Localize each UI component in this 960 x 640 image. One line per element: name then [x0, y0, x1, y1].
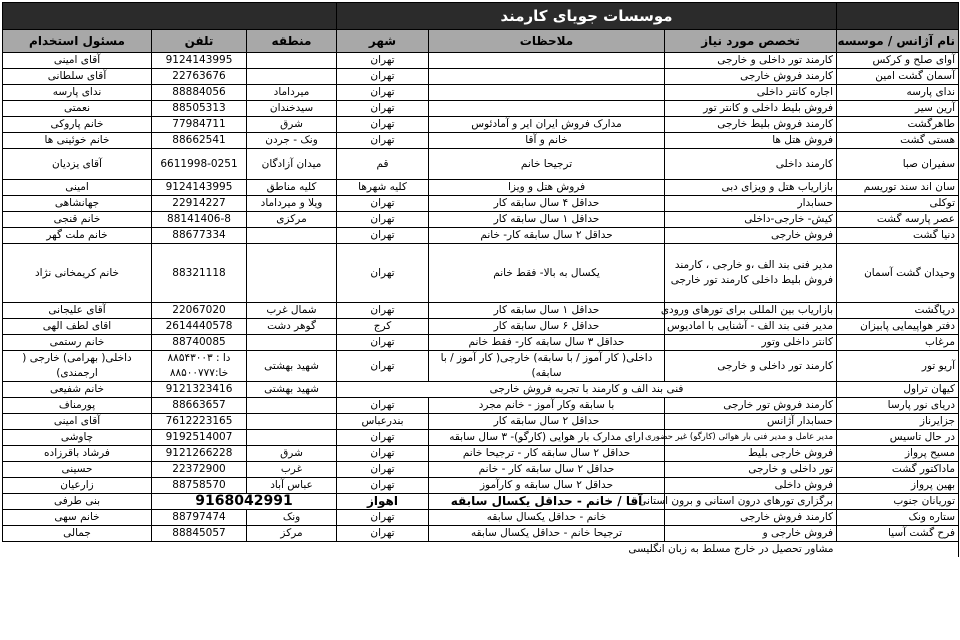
- cell-spec: حسابدار: [665, 196, 837, 212]
- cell-person: آقای امینی: [3, 53, 152, 69]
- cell-person: آقای سلطانی: [3, 69, 152, 85]
- cell-phone: 88758570: [152, 478, 247, 494]
- cell-phone: 88845057: [152, 526, 247, 542]
- cell-name: هستی گشت: [837, 133, 959, 149]
- job-listing-sheet: [2, 2, 958, 557]
- table-row: [3, 430, 959, 446]
- cell-name: آسمان گشت امین: [837, 69, 959, 85]
- cell-city: تهران: [337, 446, 429, 462]
- table-row: [3, 117, 959, 133]
- cell-city: تهران: [337, 69, 429, 85]
- cell-person: چاوشی: [3, 430, 152, 446]
- cell-name: مسیح پرواز: [837, 446, 959, 462]
- cell-person: بنی طرفی: [3, 494, 152, 510]
- cell-person: آقای علیجانی: [3, 303, 152, 319]
- cell-person: اقای لطف الهی: [3, 319, 152, 335]
- cell-notes: حداقل ۲ سال سابقه کار - ترجیحا خانم: [429, 446, 665, 462]
- cell-notes: حداقل ۳ سال سابقه کار- فقط خانم: [429, 335, 665, 351]
- header-city: شهر: [337, 30, 429, 53]
- cell-phone: 22914227: [152, 196, 247, 212]
- cell-spec: مدیر عامل و مدیر فنی بار هوائی (کارگو) غیر حضوری: [665, 430, 837, 446]
- cell-area: مرکز: [247, 526, 337, 542]
- cell-person: خانم شفیعی: [3, 382, 152, 398]
- cell-city: تهران: [337, 478, 429, 494]
- cell-person: پورمناف: [3, 398, 152, 414]
- table-row: [3, 101, 959, 117]
- table-row: [3, 149, 959, 180]
- cell-person: خانم ملت گهر: [3, 228, 152, 244]
- cell-person: آقای امینی: [3, 414, 152, 430]
- cell-phone: 6611998-0251: [152, 149, 247, 180]
- cell-city: تهران: [337, 303, 429, 319]
- cell-person: خانم سهی: [3, 510, 152, 526]
- cell-person: خانم قنجی: [3, 212, 152, 228]
- cell-city: تهران: [337, 53, 429, 69]
- cell-notes: [429, 85, 665, 101]
- table-row: [3, 53, 959, 69]
- table-row: [3, 85, 959, 101]
- cell-area: مرکزی: [247, 212, 337, 228]
- header-row: [3, 30, 959, 53]
- cell-person: نعمتی: [3, 101, 152, 117]
- cell-person: خانم کریمخانی نژاد: [3, 244, 152, 303]
- cell-city: تهران: [337, 133, 429, 149]
- table-row: [3, 478, 959, 494]
- cell-city: اهواز: [337, 494, 429, 510]
- cell-city: کلیه شهرها: [337, 180, 429, 196]
- cell-name: در حال تاسیس: [837, 430, 959, 446]
- cell-notes: ارای مدارک بار هوایی (کارگو)- ۳ سال سابقه: [429, 430, 665, 446]
- table-row: [3, 510, 959, 526]
- table-row: [3, 494, 959, 510]
- cell-spec: کارمند فروش خارجی: [665, 510, 837, 526]
- cell-spec: فروش بلیط داخلی و کانتر تور: [665, 101, 837, 117]
- cell-person: حسینی: [3, 462, 152, 478]
- cell-phone: 9168042991: [152, 494, 337, 510]
- cell-notes: مدارک فروش ایران ایر و آمادئوس: [429, 117, 665, 133]
- agencies-table: [2, 2, 959, 557]
- title-spacer-right: [837, 3, 959, 30]
- cell-name: طاهرگشت: [837, 117, 959, 133]
- cell-name: توریانان جنوب: [837, 494, 959, 510]
- cell-person: خانم رستمی: [3, 335, 152, 351]
- cell-spec: کارمند فروش خارجی: [665, 69, 837, 85]
- cell-notes: حداقل ۱ سال سابقه کار: [429, 303, 665, 319]
- cell-name: ستاره ونک: [837, 510, 959, 526]
- cell-area: ویلا و میرداماد: [247, 196, 337, 212]
- cell-city: تهران: [337, 101, 429, 117]
- cell-person: فرشاد باقرزاده: [3, 446, 152, 462]
- cell-phone: 88677334: [152, 228, 247, 244]
- title-spacer-left: [3, 3, 337, 30]
- cell-notes: حداقل ۲ سال سابقه کار: [429, 414, 665, 430]
- cell-name: سان اند سند توریسم: [837, 180, 959, 196]
- cell-spec: اجاره کانتر داخلی: [665, 85, 837, 101]
- table-row: [3, 462, 959, 478]
- cell-area: کلیه مناطق: [247, 180, 337, 196]
- footer-empty: [3, 542, 429, 558]
- cell-phone: 9192514007: [152, 430, 247, 446]
- cell-phone: دا : ۸۸۵۴۳۰۰۳ خا:۸۸۵۰۰۷۷۷: [152, 351, 247, 382]
- table-row: [3, 180, 959, 196]
- cell-spec: مدیر فنی بند الف ،و خارجی ، کارمند فروش بلیط داخلی کارمند تور خارجی: [665, 244, 837, 303]
- cell-name: توکلی: [837, 196, 959, 212]
- cell-notes: [429, 69, 665, 85]
- cell-name: ماداکتور گشت: [837, 462, 959, 478]
- cell-city: تهران: [337, 510, 429, 526]
- cell-phone: 9121266228: [152, 446, 247, 462]
- cell-spec: کارمند فروش بلیط خارجی: [665, 117, 837, 133]
- table-row: [3, 212, 959, 228]
- cell-phone: 88797474: [152, 510, 247, 526]
- cell-area: عباس آباد: [247, 478, 337, 494]
- cell-spec: کارمند فروش تور خارجی: [665, 398, 837, 414]
- cell-phone: 7612223165: [152, 414, 247, 430]
- cell-notes: حداقل ۱ سال سابقه کار: [429, 212, 665, 228]
- cell-city: بندرعباس: [337, 414, 429, 430]
- cell-city: تهران: [337, 335, 429, 351]
- table-row: [3, 244, 959, 303]
- cell-phone: 88141406-8: [152, 212, 247, 228]
- header-spec: تخصص مورد نیاز: [665, 30, 837, 53]
- cell-city: تهران: [337, 526, 429, 542]
- cell-name: دنیا گشت: [837, 228, 959, 244]
- header-phone: تلفن: [152, 30, 247, 53]
- table-row: [3, 382, 959, 398]
- table-row: [3, 398, 959, 414]
- cell-person: ندای پارسه: [3, 85, 152, 101]
- cell-phone: 88884056: [152, 85, 247, 101]
- cell-area: شمال غرب: [247, 303, 337, 319]
- cell-notes: داخلی( کار آموز / با سابقه) خارجی( کار آموز / با سابقه): [429, 351, 665, 382]
- cell-area: شرق: [247, 446, 337, 462]
- cell-area: [247, 398, 337, 414]
- cell-city: تهران: [337, 244, 429, 303]
- footer-row: [3, 542, 959, 558]
- cell-area: [247, 69, 337, 85]
- cell-spec: کانتر داخلی وتور: [665, 335, 837, 351]
- footer-empty-name: [837, 542, 959, 558]
- cell-spec: تور داخلی و خارجی: [665, 462, 837, 478]
- cell-notes: حداقل ۲ سال سابقه کار - خانم: [429, 462, 665, 478]
- table-row: [3, 133, 959, 149]
- header-person: مسئول استخدام: [3, 30, 152, 53]
- cell-phone: 88740085: [152, 335, 247, 351]
- cell-spec: حسابدار آژانس: [665, 414, 837, 430]
- header-area: منطقه: [247, 30, 337, 53]
- cell-phone: 22372900: [152, 462, 247, 478]
- cell-phone: 9124143995: [152, 53, 247, 69]
- cell-phone: 22067020: [152, 303, 247, 319]
- cell-spec: بازاریاب هتل و ویزای دبی: [665, 180, 837, 196]
- cell-spec: کیش- خارجی-داخلی: [665, 212, 837, 228]
- footer-note: مشاور تحصیل در خارج مسلط به زبان انگلیسی: [628, 543, 834, 555]
- cell-notes: خانم - حداقل یکسال سابقه: [429, 510, 665, 526]
- cell-notes: فنی بند الف و کارمند با تجربه فروش خارجی: [337, 382, 837, 398]
- cell-notes: [429, 53, 665, 69]
- cell-area: [247, 414, 337, 430]
- cell-spec: فروش خارجی بلیط: [665, 446, 837, 462]
- cell-person: خانم خوئینی ها: [3, 133, 152, 149]
- header-notes: ملاحظات: [429, 30, 665, 53]
- cell-notes: ترجیحا خانم - حداقل یکسال سابقه: [429, 526, 665, 542]
- cell-spec: فروش هتل ها: [665, 133, 837, 149]
- title-row: [3, 3, 959, 30]
- cell-city: تهران: [337, 117, 429, 133]
- cell-notes: حداقل ۲ سال سابقه و کارآموز: [429, 478, 665, 494]
- cell-phone: 22763676: [152, 69, 247, 85]
- cell-name: آوای صلح و کرکس: [837, 53, 959, 69]
- cell-area: میرداماد: [247, 85, 337, 101]
- table-row: [3, 228, 959, 244]
- cell-name: دفتر هواپیمایی پابیزان: [837, 319, 959, 335]
- cell-spec: فروش خارجی: [665, 228, 837, 244]
- cell-city: تهران: [337, 85, 429, 101]
- table-row: [3, 351, 959, 382]
- cell-spec: برگزاری تورهای درون استانی و برون استانی: [665, 494, 837, 510]
- cell-notes: حداقل ۶ سال سابقه کار: [429, 319, 665, 335]
- cell-city: تهران: [337, 398, 429, 414]
- cell-area: سیدخندان: [247, 101, 337, 117]
- cell-name: وحیدان گشت آسمان: [837, 244, 959, 303]
- cell-person: خانم پاروکی: [3, 117, 152, 133]
- cell-name: فرح گشت آسیا: [837, 526, 959, 542]
- table-body: [3, 53, 959, 542]
- cell-notes: [429, 101, 665, 117]
- cell-phone: 88662541: [152, 133, 247, 149]
- header-name: نام آژانس / موسسه: [837, 30, 959, 53]
- cell-area: میدان آزادگان: [247, 149, 337, 180]
- cell-city: تهران: [337, 196, 429, 212]
- cell-name: جزایرناز: [837, 414, 959, 430]
- cell-name: بهین پرواز: [837, 478, 959, 494]
- cell-spec: کارمند داخلی: [665, 149, 837, 180]
- cell-area: ونک: [247, 510, 337, 526]
- cell-city: تهران: [337, 351, 429, 382]
- table-row: [3, 69, 959, 85]
- cell-name: کیهان تراول: [837, 382, 959, 398]
- cell-area: [247, 335, 337, 351]
- cell-phone: 2614440578: [152, 319, 247, 335]
- cell-city: قم: [337, 149, 429, 180]
- cell-spec: فروش داخلی: [665, 478, 837, 494]
- cell-area: گوهر دشت: [247, 319, 337, 335]
- cell-city: کرج: [337, 319, 429, 335]
- cell-person: جمالی: [3, 526, 152, 542]
- cell-phone: 9121323416: [152, 382, 247, 398]
- cell-notes: حداقل ۲ سال سابقه کار- خانم: [429, 228, 665, 244]
- cell-city: تهران: [337, 228, 429, 244]
- cell-area: [247, 430, 337, 446]
- cell-notes: یکسال به بالا- فقط خانم: [429, 244, 665, 303]
- cell-area: [247, 244, 337, 303]
- cell-name: ندای پارسه: [837, 85, 959, 101]
- cell-phone: 9124143995: [152, 180, 247, 196]
- cell-spec: بازاریاب بین المللی برای تورهای ورودی: [665, 303, 837, 319]
- cell-area: ونک - جردن: [247, 133, 337, 149]
- table-row: [3, 319, 959, 335]
- cell-phone: 88321118: [152, 244, 247, 303]
- cell-area: غرب: [247, 462, 337, 478]
- table-row: [3, 414, 959, 430]
- cell-spec: مدیر فنی بند الف - آشنایی با امادیوس: [665, 319, 837, 335]
- cell-area: شهید بهشتی: [247, 382, 337, 398]
- cell-person: داخلی( بهرامی) خارجی ( ارجمندی): [3, 351, 152, 382]
- cell-city: تهران: [337, 430, 429, 446]
- table-row: [3, 303, 959, 319]
- cell-phone: 88505313: [152, 101, 247, 117]
- cell-person: زارعیان: [3, 478, 152, 494]
- cell-name: دریاگشت: [837, 303, 959, 319]
- cell-notes: ترجیحا خانم: [429, 149, 665, 180]
- cell-notes: آقا / خانم - حداقل یکسال سابقه: [429, 494, 665, 510]
- cell-person: امینی: [3, 180, 152, 196]
- cell-area: شرق: [247, 117, 337, 133]
- cell-spec: فروش خارجی و: [665, 526, 837, 542]
- cell-notes: حداقل ۴ سال سابقه کار: [429, 196, 665, 212]
- cell-city: تهران: [337, 462, 429, 478]
- table-row: [3, 196, 959, 212]
- cell-notes: خانم و آقا: [429, 133, 665, 149]
- cell-name: آریو تور: [837, 351, 959, 382]
- cell-notes: با سابقه وکار آموز - خانم مجرد: [429, 398, 665, 414]
- cell-person: آقای یزدیان: [3, 149, 152, 180]
- cell-spec: کارمند تور داخلی و خارجی: [665, 351, 837, 382]
- table-row: [3, 335, 959, 351]
- cell-name: سفیران صبا: [837, 149, 959, 180]
- table-row: [3, 526, 959, 542]
- cell-name: دریای نور پارسا: [837, 398, 959, 414]
- table-row: [3, 446, 959, 462]
- cell-spec: کارمند تور داخلی و خارجی: [665, 53, 837, 69]
- cell-name: آرین سیر: [837, 101, 959, 117]
- cell-area: شهید بهشتی: [247, 351, 337, 382]
- cell-notes: فروش هتل و ویزا: [429, 180, 665, 196]
- cell-area: [247, 228, 337, 244]
- cell-phone: 77984711: [152, 117, 247, 133]
- cell-person: جهانشاهی: [3, 196, 152, 212]
- cell-phone: 88663657: [152, 398, 247, 414]
- cell-city: تهران: [337, 212, 429, 228]
- page-title: موسسات جویای کارمند: [337, 3, 837, 30]
- cell-area: [247, 53, 337, 69]
- cell-name: عصر پارسه گشت: [837, 212, 959, 228]
- cell-name: مرغاب: [837, 335, 959, 351]
